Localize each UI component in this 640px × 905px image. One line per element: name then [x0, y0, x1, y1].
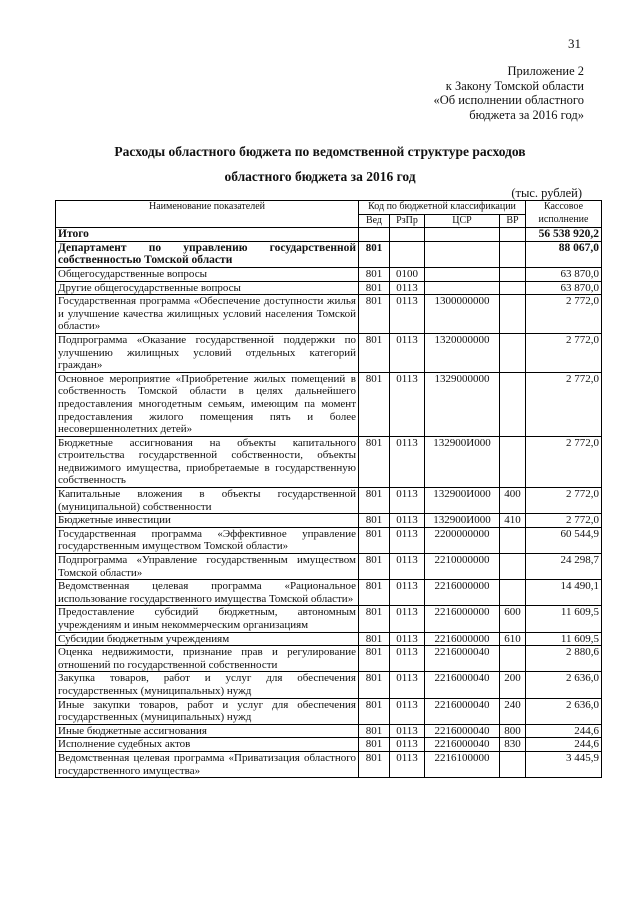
row-vr — [500, 228, 526, 242]
header-csr: ЦСР — [425, 214, 500, 228]
row-vr — [500, 580, 526, 606]
row-name: Закупка товаров, работ и услуг для обеспечения государственных (муниципальных) нужд — [56, 672, 359, 698]
row-csr: 2216100000 — [425, 751, 500, 777]
row-vr — [500, 554, 526, 580]
row-name: Общегосударственные вопросы — [56, 267, 359, 281]
table-row — [56, 281, 602, 295]
row-vr — [500, 372, 526, 436]
row-amount: 2 772,0 — [526, 436, 602, 487]
row-rzpr: 0113 — [390, 554, 425, 580]
row-vr — [500, 751, 526, 777]
row-csr: 132900И000 — [425, 514, 500, 528]
row-csr — [425, 228, 500, 242]
row-rzpr: 0113 — [390, 738, 425, 752]
header-code-group: Код по бюджетной классификации — [359, 201, 526, 215]
row-rzpr: 0100 — [390, 267, 425, 281]
document-title — [0, 139, 640, 189]
row-rzpr: 0113 — [390, 646, 425, 672]
table-row — [56, 554, 602, 580]
units-label: (тыс. рублей) — [511, 186, 582, 200]
row-amount: 2 772,0 — [526, 295, 602, 334]
row-ved: 801 — [359, 241, 390, 267]
row-ved: 801 — [359, 554, 390, 580]
row-csr — [425, 267, 500, 281]
table-row — [56, 698, 602, 724]
row-csr: 2216000000 — [425, 632, 500, 646]
appendix-header — [324, 64, 584, 122]
row-rzpr — [390, 241, 425, 267]
row-name: Ведомственная целевая программа «Рациональное использование государственного имущества Томской области» — [56, 580, 359, 606]
row-csr: 2200000000 — [425, 527, 500, 553]
row-csr: 2216000040 — [425, 672, 500, 698]
row-vr: 240 — [500, 698, 526, 724]
table-row — [56, 333, 602, 372]
row-amount: 60 544,9 — [526, 527, 602, 553]
row-vr — [500, 241, 526, 267]
row-vr: 830 — [500, 738, 526, 752]
row-ved — [359, 228, 390, 242]
row-amount: 2 772,0 — [526, 488, 602, 514]
row-name: Оценка недвижимости, признание прав и регулирование отношений по государственной собственности — [56, 646, 359, 672]
row-rzpr: 0113 — [390, 488, 425, 514]
header-vr: ВР — [500, 214, 526, 228]
row-vr: 410 — [500, 514, 526, 528]
row-vr — [500, 436, 526, 487]
table-row — [56, 514, 602, 528]
row-amount: 2 636,0 — [526, 672, 602, 698]
title-line-2: областного бюджета за 2016 год — [224, 169, 416, 184]
table-row — [56, 646, 602, 672]
table-row — [56, 372, 602, 436]
row-name: Ведомственная целевая программа «Приватизация областного государственного имущества» — [56, 751, 359, 777]
row-name: Государственная программа «Обеспечение доступности жилья и улучшение качества жилищных условий населения Томской области» — [56, 295, 359, 334]
row-csr: 2216000040 — [425, 738, 500, 752]
table-row — [56, 751, 602, 777]
row-csr: 1300000000 — [425, 295, 500, 334]
row-amount: 2 636,0 — [526, 698, 602, 724]
title-line-1: Расходы областного бюджета по ведомственной структуре расходов — [114, 144, 526, 159]
row-amount: 14 490,1 — [526, 580, 602, 606]
row-ved: 801 — [359, 632, 390, 646]
table-row — [56, 436, 602, 487]
row-rzpr: 0113 — [390, 372, 425, 436]
row-amount: 88 067,0 — [526, 241, 602, 267]
appendix-line-4: бюджета за 2016 год» — [469, 107, 584, 122]
row-ved: 801 — [359, 672, 390, 698]
row-rzpr: 0113 — [390, 527, 425, 553]
row-ved: 801 — [359, 514, 390, 528]
row-amount: 11 609,5 — [526, 606, 602, 632]
row-amount: 56 538 920,2 — [526, 228, 602, 242]
row-name: Капитальные вложения в объекты государственной (муниципальной) собственности — [56, 488, 359, 514]
row-name: Исполнение судебных актов — [56, 738, 359, 752]
row-csr: 1329000000 — [425, 372, 500, 436]
header-rzpr: РзПр — [390, 214, 425, 228]
row-vr — [500, 267, 526, 281]
appendix-line-2: к Закону Томской области — [445, 78, 584, 93]
row-amount: 2 772,0 — [526, 514, 602, 528]
header-amount: Кассовое исполнение — [526, 201, 602, 228]
row-name: Подпрограмма «Оказание государственной поддержки по улучшению жилищных условий отдельных категорий граждан» — [56, 333, 359, 372]
row-ved: 801 — [359, 295, 390, 334]
table-row — [56, 606, 602, 632]
row-name: Иные бюджетные ассигнования — [56, 724, 359, 738]
row-rzpr: 0113 — [390, 606, 425, 632]
row-csr: 1320000000 — [425, 333, 500, 372]
row-vr: 400 — [500, 488, 526, 514]
row-csr: 132900И000 — [425, 436, 500, 487]
row-amount: 244,6 — [526, 738, 602, 752]
row-amount: 2 772,0 — [526, 372, 602, 436]
row-vr: 610 — [500, 632, 526, 646]
table-row — [56, 228, 602, 242]
row-ved: 801 — [359, 698, 390, 724]
row-vr — [500, 527, 526, 553]
row-rzpr: 0113 — [390, 632, 425, 646]
row-rzpr: 0113 — [390, 514, 425, 528]
row-name: Государственная программа «Эффективное управление государственным имуществом Томской области» — [56, 527, 359, 553]
row-rzpr: 0113 — [390, 281, 425, 295]
row-rzpr — [390, 228, 425, 242]
row-rzpr: 0113 — [390, 751, 425, 777]
row-rzpr: 0113 — [390, 436, 425, 487]
row-ved: 801 — [359, 646, 390, 672]
row-ved: 801 — [359, 281, 390, 295]
table-row — [56, 488, 602, 514]
row-rzpr: 0113 — [390, 698, 425, 724]
row-ved: 801 — [359, 267, 390, 281]
row-csr — [425, 241, 500, 267]
row-name: Подпрограмма «Управление государственным имуществом Томской области» — [56, 554, 359, 580]
row-ved: 801 — [359, 751, 390, 777]
table-row — [56, 724, 602, 738]
row-amount: 3 445,9 — [526, 751, 602, 777]
row-rzpr: 0113 — [390, 333, 425, 372]
row-csr: 2216000000 — [425, 606, 500, 632]
row-name: Бюджетные ассигнования на объекты капитального строительства государственной собственности, объекты недвижимого имущества, приобретаемые в государственную собственность — [56, 436, 359, 487]
row-csr: 2216000000 — [425, 580, 500, 606]
row-amount: 2 880,6 — [526, 646, 602, 672]
table-row — [56, 580, 602, 606]
row-vr: 800 — [500, 724, 526, 738]
table-row — [56, 738, 602, 752]
row-vr: 200 — [500, 672, 526, 698]
row-name: Основное мероприятие «Приобретение жилых помещений в собственность Томской области в целях дальнейшего предоставления многодетным семьям, имеющим па момент предоставления жилого помещения пять и более несовершеннолетних детей» — [56, 372, 359, 436]
table-body — [56, 228, 602, 778]
row-amount: 63 870,0 — [526, 267, 602, 281]
row-amount: 2 772,0 — [526, 333, 602, 372]
row-ved: 801 — [359, 527, 390, 553]
header-name: Наименование показателей — [56, 201, 359, 228]
row-vr — [500, 646, 526, 672]
row-amount: 63 870,0 — [526, 281, 602, 295]
row-rzpr: 0113 — [390, 295, 425, 334]
row-name: Департамент по управлению государственной собственностью Томской области — [56, 241, 359, 267]
row-ved: 801 — [359, 488, 390, 514]
row-rzpr: 0113 — [390, 672, 425, 698]
row-name: Другие общегосударственные вопросы — [56, 281, 359, 295]
row-csr: 2216000040 — [425, 646, 500, 672]
row-name: Бюджетные инвестиции — [56, 514, 359, 528]
row-csr: 132900И000 — [425, 488, 500, 514]
row-ved: 801 — [359, 738, 390, 752]
table-row — [56, 672, 602, 698]
appendix-line-1: Приложение 2 — [507, 64, 584, 78]
row-vr — [500, 281, 526, 295]
page-number: 31 — [568, 36, 581, 51]
row-ved: 801 — [359, 606, 390, 632]
row-name: Субсидии бюджетным учреждениям — [56, 632, 359, 646]
expenditure-table — [55, 200, 602, 778]
row-rzpr: 0113 — [390, 724, 425, 738]
row-amount: 11 609,5 — [526, 632, 602, 646]
row-csr: 2216000040 — [425, 724, 500, 738]
row-amount: 24 298,7 — [526, 554, 602, 580]
row-amount: 244,6 — [526, 724, 602, 738]
row-ved: 801 — [359, 372, 390, 436]
row-csr: 2210000000 — [425, 554, 500, 580]
row-name: Предоставление субсидий бюджетным, автономным учреждениям и иным некоммерческим организациям — [56, 606, 359, 632]
row-csr — [425, 281, 500, 295]
row-csr: 2216000040 — [425, 698, 500, 724]
row-rzpr: 0113 — [390, 580, 425, 606]
row-ved: 801 — [359, 580, 390, 606]
row-name: Иные закупки товаров, работ и услуг для обеспечения государственных (муниципальных) нужд — [56, 698, 359, 724]
row-vr — [500, 333, 526, 372]
row-ved: 801 — [359, 724, 390, 738]
header-ved: Вед — [359, 214, 390, 228]
table-row — [56, 632, 602, 646]
appendix-line-3: «Об исполнении областного — [433, 93, 584, 107]
row-vr: 600 — [500, 606, 526, 632]
row-ved: 801 — [359, 436, 390, 487]
table-row — [56, 267, 602, 281]
table-row — [56, 527, 602, 553]
row-name: Итого — [56, 228, 359, 242]
table-row — [56, 241, 602, 267]
row-vr — [500, 295, 526, 334]
row-ved: 801 — [359, 333, 390, 372]
table-row — [56, 295, 602, 334]
